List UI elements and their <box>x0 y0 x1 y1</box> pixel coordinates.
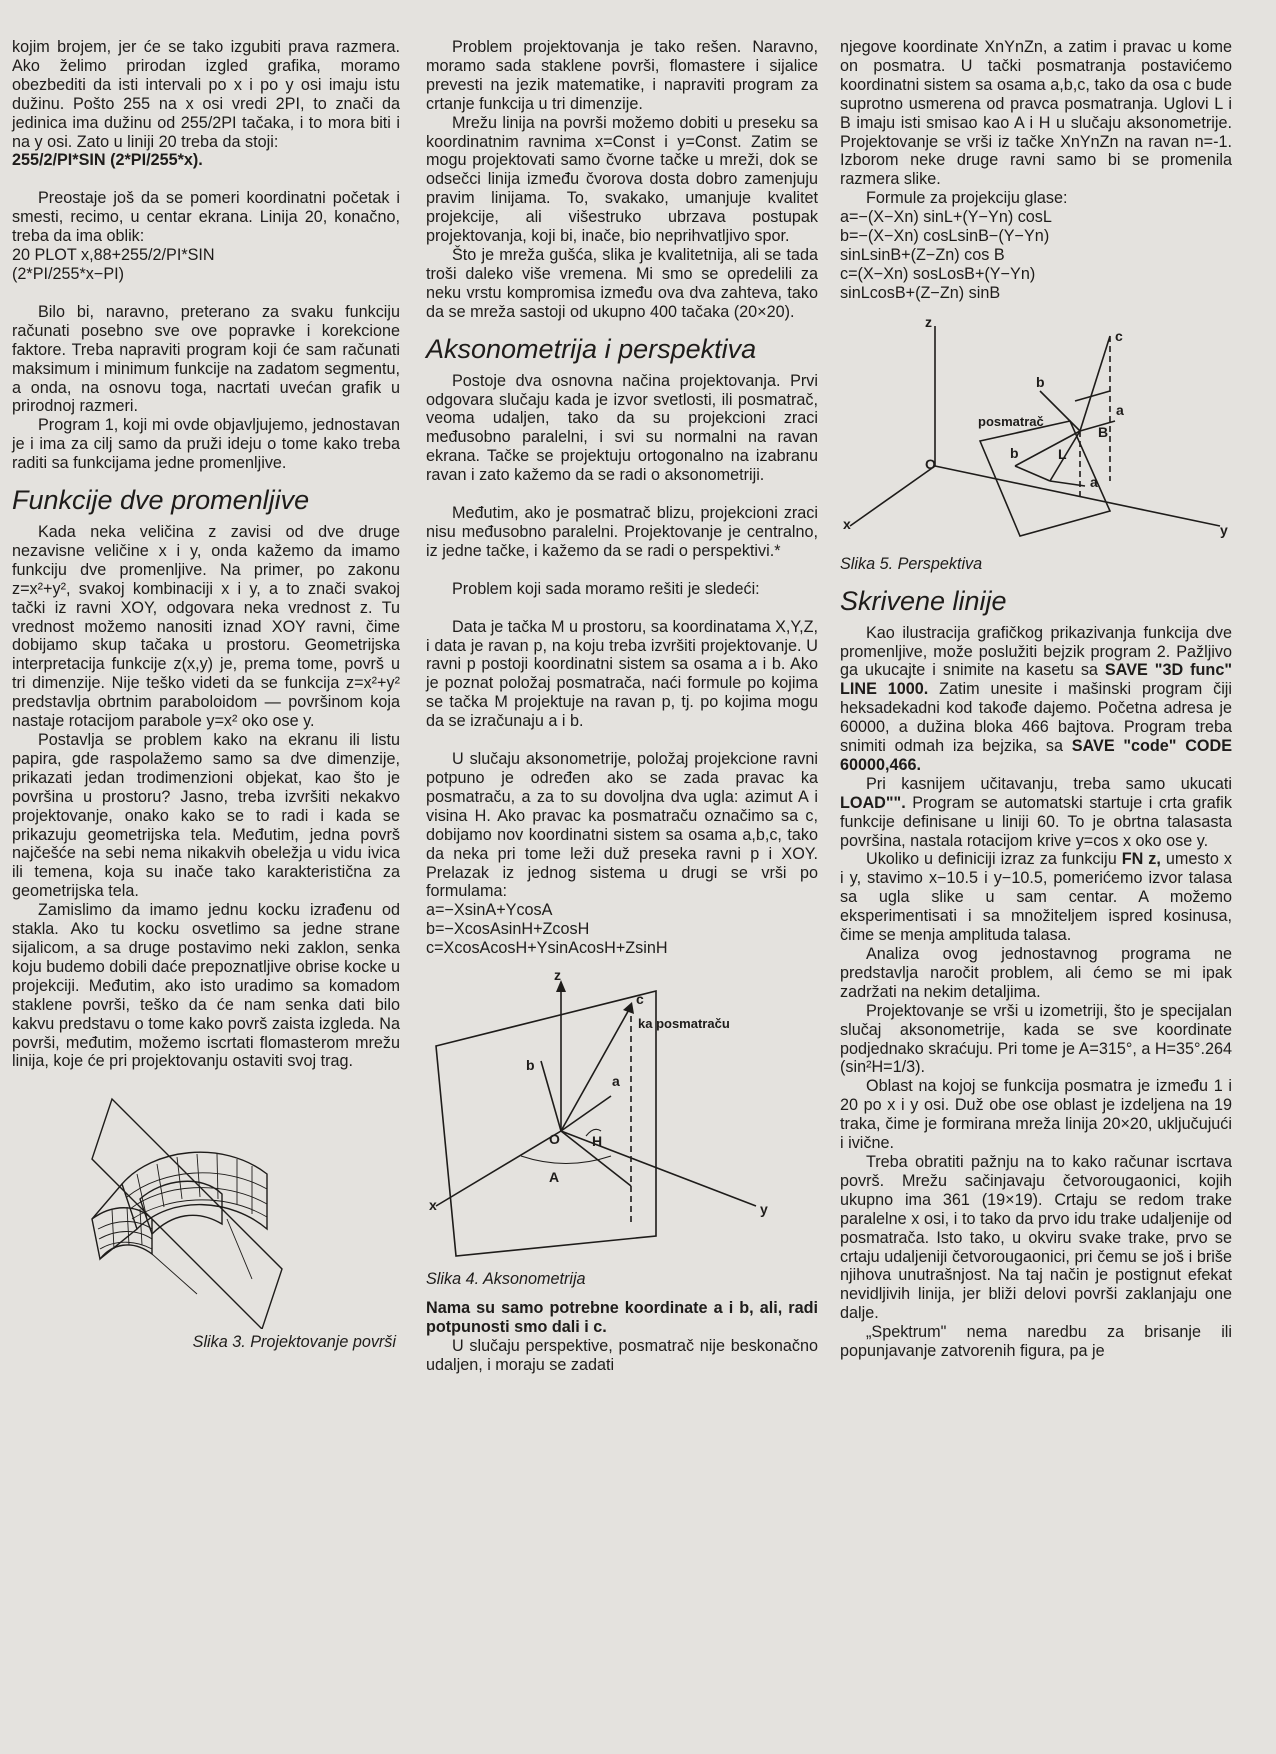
paragraph: Međutim, ako je posmatrač blizu, projekcioni zraci nisu međusobno paralelni. Projektovanje je centralno, iz jedne tačke, i kažemo da se radi o perspektivi.* <box>426 504 818 560</box>
svg-text:A: A <box>549 1169 560 1186</box>
column-left <box>12 38 400 1362</box>
paragraph: Problem koji sada moramo rešiti je sledeći: <box>452 579 760 598</box>
figure-caption: Slika 3. Projektovanje površi <box>192 1333 396 1352</box>
observer-label: posmatrač <box>978 413 1044 429</box>
paragraph: Nama su samo potrebne koordinate a i b, ali, radi potpunosti smo dali i c. <box>426 1298 818 1336</box>
paragraph: Problem projektovanja je tako rešen. Naravno, moramo sada staklene površi, flomastere i sijalice prevesti na jezik matematike, i napraviti program za crtanje funkcija u tri dimenzije. <box>426 38 818 113</box>
paragraph: Formule za projekciju glase: <box>866 189 1068 208</box>
column-right <box>840 38 1232 1361</box>
section-heading: Aksonometrija i perspektiva <box>426 333 757 364</box>
paragraph: Pri kasnijem učitavanju, treba samo ukucati LOAD"". Program se automatski startuje i crta grafik funkcije definisane u liniji 60. To je obrtna talasasta površina, nastala rotacijom krive y=cos x oko ose y. <box>840 774 1232 850</box>
section-heading: Funkcije dve promenljive <box>12 485 310 516</box>
svg-text:b: b <box>1010 444 1019 461</box>
paragraph: Kao ilustracija grafičkog prikazivanja funkcija dve promenljive, može poslužiti bejzik program 2. Pažljivo ga ukucajte i snimite na kasetu sa SAVE "3D func" LINE 1000. Zatim unesite i mašinski program čiji heksadekadni kod takođe dajemo. Početna adresa je 60000, a dužina bloka 466 bajtova. Program treba snimiti odmah iza bejzika, sa SAVE "code" CODE 60000,466. <box>840 623 1232 774</box>
svg-text:a: a <box>612 1073 620 1090</box>
paragraph: Analiza ovog jednostavnog programa ne predstavlja naročit problem, ali ćemo se mi ipak zadržati na nekim detaljima. <box>840 945 1232 1001</box>
figure-axonometry <box>426 966 818 1266</box>
section-heading: Skrivene linije <box>840 585 1007 616</box>
paragraph: kojim brojem, jer će se tako izgubiti prava razmera. Ako želimo prirodan izgled grafika, moramo obezbediti da isti intervali po x i po y osi imaju istu dužinu. Pošto 255 na x osi vredi 2PI, to znači da jedinica ima dužinu od 255/2PI tačaka, i to mora biti i na y osi. Zato u liniji 20 treba da stoji: <box>12 38 400 151</box>
svg-text:H: H <box>592 1133 603 1150</box>
figure-caption: Slika 5. Perspektiva <box>840 554 983 573</box>
formula: 255/2/PI*SIN (2*PI/255*x). <box>12 151 203 170</box>
svg-text:z: z <box>554 967 561 984</box>
formula: a=−XsinA+YcosA b=−XcosAsinH+ZcosH c=XcosAcosH+YsinAcosH+ZsinH <box>426 901 668 958</box>
paragraph: U slučaju perspektive, posmatrač nije beskonačno udaljen, i moraju se zadati <box>426 1336 818 1374</box>
svg-text:O: O <box>925 455 936 472</box>
paragraph: Zamislimo da imamo jednu kocku izrađenu od stakla. Ako tu kocku osvetlimo sa jedne strane sijalicom, a sa druge postavimo neki zaklon, senka koju budemo dobili daće prepoznatljive obrise kocke u projekciji. Međutim, ako isto uradimo sa komadom staklene površi, teško da će nam senka dati bilo kakvu predstavu o tome kako površ zaista izgleda. Na površi, međutim, možemo iscrtati flomasterom mrežu linija, koje će pri projektovanju ostaviti svoj trag. <box>12 901 400 1071</box>
paragraph: Treba obratiti pažnju na to kako računar iscrtava površ. Mrežu sačinjavaju četvorougaonici, kojih ukupno ima 361 (19×19). Crtaju se redom trake paralelne x osi, i to tako da prvo idu trake udaljenije od posmatrača. Isto tako, u okviru svake trake, prvo se crtaju udaljeniji četvorougaonici, pri čemu se još i briše njihova unutrašnjost. Na taj način je postignut efekat nevidljivih linija, jer bliži delovi površi zaklanjaju one dalje. <box>840 1152 1232 1323</box>
svg-text:c: c <box>1115 327 1123 344</box>
figure-perspective <box>840 311 1232 551</box>
svg-text:c: c <box>636 991 644 1008</box>
paragraph: njegove koordinate XnYnZn, a zatim i pravac u kome on posmatra. U tački posmatranja postavićemo koordinatni sistem sa osama a,b,c, tako da osa c bude suprotno usmerena od pravca posmatranja. Uglovi L i B imaju isti smisao kao A i H u slučaju aksonometrije. Projektovanje se vrši iz tačke XnYnZn na ravan n=-1. Izborom neke druge ravni samo bi se promenila razmera slike. <box>840 38 1232 189</box>
figure-surface-projection <box>12 1079 400 1329</box>
paragraph: Kada neka veličina z zavisi od dve druge nezavisne veličine x i y, onda kažemo da imamo funkciju dve promenljive. Na primer, po zakonu z=x²+y², svakoj kombinaciji x i y, a to znači svakoj tački iz ravni XOY, odgovara neka vrednost z. Tu vrednost možemo nanositi iznad XOY ravni, čime dobijamo skup tačaka u prostoru. Geometrijska interpretacija funkcije z(x,y) je, prema tome, površ u tri dimenzije. Nije teško videti da se funkcija z=x²+y² predstavlja obrtnim paraboloidom — površinom koja nastaje rotacijom parabole y=x² oko ose y. <box>12 523 400 731</box>
paragraph: Preostaje još da se pomeri koordinatni početak i smesti, recimo, u centar ekrana. Linija 20, konačno, treba da ima oblik: <box>12 189 400 246</box>
paragraph: Ukoliko u definiciji izraz za funkciju FN z, umesto x i y, stavimo x−10.5 i y−10.5, pomerićemo izvor talasa sa ugla slike u sam centar. A možemo eksperimentisati i sa množiteljem ispred kosinusa, čime se menja amplituda talasa. <box>840 850 1232 945</box>
paragraph: Oblast na kojoj se funkcija posmatra je između 1 i 20 po x i y osi. Duž obe ose oblast je izdeljena na 19 traka, čime je formirana mreža linija 20×20, uključujući i ivične. <box>840 1077 1232 1153</box>
formula: a=−(X−Xn) sinL+(Y−Yn) cosL b=−(X−Xn) cosLsinB−(Y−Yn) sinLsinB+(Z−Zn) cos B c=(X−Xn) sosLosB+(Y−Yn) sinLcosB+(Z−Zn) sinB <box>840 208 1052 302</box>
svg-text:L: L <box>1058 445 1067 462</box>
paragraph: „Spektrum" nema naredbu za brisanje ili popunjavanje zatvorenih figura, pa je <box>840 1323 1232 1361</box>
svg-text:y: y <box>760 1201 768 1218</box>
paragraph: Program 1, koji mi ovde objavljujemo, jednostavan je i ima za cilj samo da pruži ideju o tome kako treba raditi sa funkcijama jedne promenljive. <box>12 416 400 473</box>
svg-text:z: z <box>925 313 932 330</box>
svg-text:a: a <box>1116 401 1124 418</box>
paragraph: Postavlja se problem kako na ekranu ili listu papira, gde raspolažemo samo sa dve dimenzije, prikazati jedan trodimenzioni objekat, kao što je površina u prostoru? Jasno, treba izvršiti nekakvo projektovanje, onako kako se to radi i kada se prikazuju geometrijska tela. Međutim, jedna površ najčešće na sebi nema nikakvih obeležja u vidu ivica ili temena, koja su inače tako karakteristična za geometrijska tela. <box>12 731 400 901</box>
svg-text:a: a <box>1090 473 1098 490</box>
paragraph: Mrežu linija na površi možemo dobiti u preseku sa koordinatnim ravnima x=Const i y=Const. Zatim se mogu projektovati samo čvorne tačke u mreži, dok se odsečci linija između čvorova dosta dobro zamenjuju pravim linijama. To, svakako, umanjuje kvalitet projekcije, ali višestruko ubrzava postupak projektovanja, koji bi, inače, bio neprihvatljivo spor. <box>426 113 818 246</box>
observer-label: ka posmatraču <box>638 1016 730 1032</box>
code-line: 20 PLOT x,88+255/2/PI*SIN (2*PI/255*x−PI) <box>12 246 215 283</box>
svg-text:b: b <box>526 1057 535 1074</box>
paragraph: Bilo bi, naravno, preterano za svaku funkciju računati posebno sve ove popravke i korekcione faktore. Treba napraviti program koji će sam računati maksimum i minimum funkcije na zadatom segmentu, a onda, na osnovu toga, nacrtati uvećan grafik u prirodnoj razmeri. <box>12 302 400 416</box>
paragraph: Data je tačka M u prostoru, sa koordinatama X,Y,Z, i data je ravan p, na koju treba izvršiti projektovanje. U ravni p postoji koordinatni sistem sa osama a i b. Ako je poznat položaj posmatrača, naći formule po kojima se tačka M projektuje na ravan p, tj. po kojima mogu da se izračunaju a i b. <box>426 617 818 731</box>
figure-caption: Slika 4. Aksonometrija <box>426 1270 586 1289</box>
paragraph: U slučaju aksonometrije, položaj projekcione ravni potpuno je određen ako se zada pravac ka posmatraču, a za to su dovoljna dva ugla: azimut A i visina H. Ako pravac ka posmatraču označimo sa c, dobijamo nov koordinatni sistem sa osama a,b,c, tako da neka pri tome leži duž preseka ravni p i XOY. Prelazak iz jednog sistema u drugi se vrši po formulama: <box>426 750 818 901</box>
paragraph: Projektovanje se vrši u izometriji, što je specijalan slučaj aksonometrije, kada se sve koordinate podjednako skraćuju. Pri tome je A=315°, a H=35°.264 (sin²H=1/3). <box>840 1001 1232 1077</box>
paragraph: Što je mreža gušća, slika je kvalitetnija, ali se tada troši daleko više vremena. Mi smo se opredelili za neku vrstu kompromisa između ova dva zahteva, tako da se mreža sastoji od ukupno 400 tačaka (20×20). <box>426 245 818 321</box>
column-middle <box>426 38 818 1375</box>
svg-text:y: y <box>1220 521 1228 538</box>
svg-text:x: x <box>429 1197 437 1214</box>
svg-text:b: b <box>1036 373 1045 390</box>
paragraph: Postoje dva osnovna načina projektovanja. Prvi odgovara slučaju kada je izvor svetlosti, ili posmatrač, veoma udaljen, tako da su projekcioni zraci međusobno paralelni, i svi su normalni na ravan ekrana. Tačke se projektuju ortogonalno na izabranu ravan i zato kažemo da se radi o aksonometriji. <box>426 371 818 485</box>
svg-text:x: x <box>843 515 851 532</box>
svg-text:O: O <box>549 1131 560 1148</box>
svg-text:B: B <box>1098 423 1109 440</box>
